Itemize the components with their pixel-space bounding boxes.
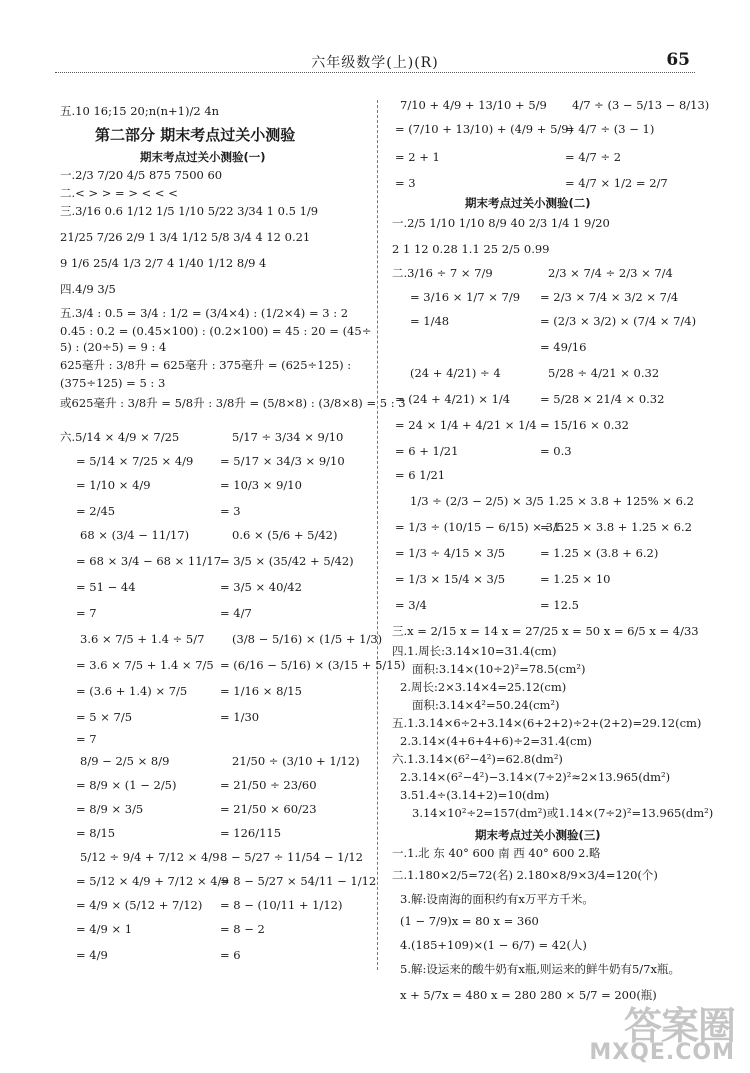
calc-line: = 68 × 3/4 − 68 × 11/17 <box>76 554 222 568</box>
answer-line: 9 1/6 25/4 1/3 2/7 4 1/40 1/12 8/9 4 <box>60 256 267 270</box>
answer-line: 2.3.14×(6²−4²)−3.14×(7÷2)²≈2×13.965(dm²) <box>400 770 671 784</box>
answer-line: (1 − 7/9)x = 80 x = 360 <box>400 914 539 928</box>
calc-line: = 7 <box>76 732 97 746</box>
calc-line: = 8/15 <box>76 826 116 840</box>
calc-line: = (7/10 + 13/10) + (4/9 + 5/9) <box>395 122 574 136</box>
calc-line: = (3.6 + 1.4) × 7/5 <box>76 684 188 698</box>
calc-line: = 49/16 <box>540 340 587 354</box>
answer-line: 5) : (20÷5) = 9 : 4 <box>60 340 167 354</box>
answer-line: 四.1.周长:3.14×10=31.4(cm) <box>392 644 557 658</box>
calc-line: = 4/9 × (5/12 + 7/12) <box>76 898 203 912</box>
answer-line: 4.(185+109)×(1 − 6/7) = 42(人) <box>400 938 587 952</box>
answer-line: 3.14×10²÷2=157(dm²)或1.14×(7÷2)²=13.965(dm²) <box>412 806 714 820</box>
answer-line: 0.45 : 0.2 = (0.45×100) : (0.2×100) = 45 : 20 = (45÷ <box>60 324 372 338</box>
answer-line: 五.1.3.14×6÷2+3.14×(6+2+2)÷2+(2+2)=29.12(cm) <box>392 716 702 730</box>
calc-line: = 4/9 <box>76 948 108 962</box>
calc-line: = 5/28 × 21/4 × 0.32 <box>540 392 665 406</box>
answer-line: 三.3/16 0.6 1/12 1/5 1/10 5/22 3/34 1 0.5 1/9 <box>60 204 319 218</box>
calc-line: = 5 × 7/5 <box>76 710 133 724</box>
calc-line: 2/3 × 7/4 ÷ 2/3 × 7/4 <box>548 266 673 280</box>
answer-line: 625毫升 : 3/8升 = 625毫升 : 375毫升 = (625÷125) : <box>60 358 352 372</box>
answer-line: 2.周长:2×3.14×4=25.12(cm) <box>400 680 567 694</box>
answer-line: 3.解:设南海的面积约有x万平方千米。 <box>400 892 594 906</box>
watermark-text: 答案圈 <box>623 1004 735 1049</box>
calc-line: = 4/7 ÷ (3 − 1) <box>565 122 655 136</box>
calc-line: = 1/48 <box>410 314 450 328</box>
calc-line: (3/8 − 5/16) × (1/5 + 1/3) <box>232 632 383 646</box>
answer-line: 三.x = 2/15 x = 14 x = 27/25 x = 50 x = 6/5 x = 4/33 <box>392 624 699 638</box>
calc-line: = 1.25 × (3.8 + 6.2) <box>540 546 659 560</box>
calc-line: = 126/115 <box>220 826 282 840</box>
answer-line: x + 5/7x = 480 x = 280 280 × 5/7 = 200(瓶) <box>400 988 657 1002</box>
calc-line: = 8 − 5/27 × 54/11 − 1/12 <box>220 874 377 888</box>
section-title: 第二部分 期末考点过关小测验 <box>95 126 296 144</box>
calc-line: = 1/30 <box>220 710 260 724</box>
calc-line: = 2/45 <box>76 504 116 518</box>
quiz-title: 期末考点过关小测验(二) <box>465 196 591 210</box>
calc-line: = 51 − 44 <box>76 580 136 594</box>
calc-line: = 5/14 × 7/25 × 4/9 <box>76 454 194 468</box>
calc-line: 21/50 ÷ (3/10 + 1/12) <box>232 754 360 768</box>
calc-line: = 1.25 × 10 <box>540 572 611 586</box>
answer-line: 2 1 12 0.28 1.1 25 2/5 0.99 <box>392 242 550 256</box>
calc-line: 六.5/14 × 4/9 × 7/25 <box>60 430 180 444</box>
calc-line: 0.6 × (5/6 + 5/42) <box>232 528 338 542</box>
calc-line: = 6 + 1/21 <box>395 444 459 458</box>
answer-line: 二.< > > = > < < < <box>60 186 178 200</box>
answer-line: 一.2/3 7/20 4/5 875 7500 60 <box>60 168 223 182</box>
answer-line: 面积:3.14×(10÷2)²=78.5(cm²) <box>412 662 586 676</box>
answer-line: 面积:3.14×4²=50.24(cm²) <box>412 698 560 712</box>
calc-line: = 8/9 × (1 − 2/5) <box>76 778 177 792</box>
calc-line: = 21/50 × 60/23 <box>220 802 317 816</box>
calc-line: = (6/16 − 5/16) × (3/15 + 5/15) <box>220 658 406 672</box>
calc-line: 68 × (3/4 − 11/17) <box>80 528 190 542</box>
calc-line: 1.25 × 3.8 + 125% × 6.2 <box>548 494 694 508</box>
calc-line: = (24 + 4/21) × 1/4 <box>395 392 511 406</box>
answer-line: 二.1.180×2/5=72(名) 2.180×8/9×3/4=120(个) <box>392 868 658 882</box>
calc-line: = 3.6 × 7/5 + 1.4 × 7/5 <box>76 658 214 672</box>
calc-line: = 4/9 × 1 <box>76 922 133 936</box>
quiz-title: 期末考点过关小测验(一) <box>140 150 266 164</box>
page-number: 65 <box>666 50 690 70</box>
calc-line: = 8/9 × 3/5 <box>76 802 144 816</box>
answer-line: 五.10 16;15 20;n(n+1)/2 4n <box>60 104 220 118</box>
calc-line: = 0.3 <box>540 444 572 458</box>
calc-line: 8/9 − 2/5 × 8/9 <box>80 754 170 768</box>
calc-line: = 1/3 × 15/4 × 3/5 <box>395 572 506 586</box>
calc-line: = 3/5 × 40/42 <box>220 580 302 594</box>
calc-line: = 1/3 ÷ (10/15 − 6/15) × 3/5 <box>395 520 565 534</box>
calc-line: 3.6 × 7/5 + 1.4 ÷ 5/7 <box>80 632 205 646</box>
answer-line: 21/25 7/26 2/9 1 3/4 1/12 5/8 3/4 4 12 0.21 <box>60 230 311 244</box>
answer-line: 一.2/5 1/10 1/10 8/9 40 2/3 1/4 1 9/20 <box>392 216 610 230</box>
watermark-url: MXQE.COM <box>589 1040 735 1066</box>
watermark <box>589 1004 735 1066</box>
calc-line: = 2 + 1 <box>395 150 440 164</box>
calc-line: = (2/3 × 3/2) × (7/4 × 7/4) <box>540 314 697 328</box>
calc-line: = 8 − (10/11 + 1/12) <box>220 898 343 912</box>
calc-line: = 8 − 2 <box>220 922 265 936</box>
calc-line: = 1.25 × 3.8 + 1.25 × 6.2 <box>540 520 692 534</box>
calc-line: = 4/7 ÷ 2 <box>565 150 622 164</box>
calc-line: = 1/3 ÷ 4/15 × 3/5 <box>395 546 506 560</box>
calc-line: = 5/17 × 34/3 × 9/10 <box>220 454 345 468</box>
calc-line: = 6 <box>220 948 241 962</box>
calc-line: 1/3 ÷ (2/3 − 2/5) × 3/5 <box>410 494 544 508</box>
calc-line: = 21/50 ÷ 23/60 <box>220 778 317 792</box>
calc-line: 5/12 ÷ 9/4 + 7/12 × 4/9 <box>80 850 220 864</box>
calc-line: 8 − 5/27 ÷ 11/54 − 1/12 <box>220 850 363 864</box>
calc-line: = 12.5 <box>540 598 579 612</box>
calc-line: 4/7 ÷ (3 − 5/13 − 8/13) <box>572 98 710 112</box>
calc-line: = 3/16 × 1/7 × 7/9 <box>410 290 521 304</box>
calc-line: 7/10 + 4/9 + 13/10 + 5/9 <box>400 98 547 112</box>
calc-line: = 3 <box>395 176 416 190</box>
quiz-title: 期末考点过关小测验(三) <box>475 828 601 842</box>
calc-line: = 10/3 × 9/10 <box>220 478 302 492</box>
calc-line: = 3/4 <box>395 598 427 612</box>
column-divider <box>377 100 378 970</box>
calc-line: = 4/7 <box>220 606 252 620</box>
calc-line: = 7 <box>76 606 97 620</box>
answer-line: 一.1.北 东 40° 600 南 西 40° 600 2.略 <box>392 846 601 860</box>
calc-line: 二.3/16 ÷ 7 × 7/9 <box>392 266 493 280</box>
answer-line: 五.3/4 : 0.5 = 3/4 : 1/2 = (3/4×4) : (1/2×4) = 3 : 2 <box>60 306 349 320</box>
calc-line: = 5/12 × 4/9 + 7/12 × 4/9 <box>76 874 229 888</box>
answer-line: 3.51.4÷(3.14+2)=10(dm) <box>400 788 550 802</box>
calc-line: = 6 1/21 <box>395 468 446 482</box>
calc-line: = 24 × 1/4 + 4/21 × 1/4 <box>395 418 537 432</box>
answer-line: 2.3.14×(4+6+4+6)÷2=31.4(cm) <box>400 734 592 748</box>
header-rule <box>55 72 695 73</box>
calc-line: = 2/3 × 7/4 × 3/2 × 7/4 <box>540 290 679 304</box>
calc-line: 5/28 ÷ 4/21 × 0.32 <box>548 366 660 380</box>
answer-line: 或625毫升 : 3/8升 = 5/8升 : 3/8升 = (5/8×8) : (3/8×8) = 5 : 3 <box>60 396 406 410</box>
header-title: 六年级数学(上)(R) <box>311 55 439 71</box>
answer-line: (375÷125) = 5 : 3 <box>60 376 166 390</box>
calc-line: = 1/10 × 4/9 <box>76 478 151 492</box>
answer-line: 四.4/9 3/5 <box>60 282 116 296</box>
answer-line: 5.解:设运来的酸牛奶有x瓶,则运来的鲜牛奶有5/7x瓶。 <box>400 962 680 976</box>
calc-line: = 1/16 × 8/15 <box>220 684 302 698</box>
answer-line: 六.1.3.14×(6²−4²)=62.8(dm²) <box>392 752 563 766</box>
calc-line: = 15/16 × 0.32 <box>540 418 629 432</box>
calc-line: (24 + 4/21) ÷ 4 <box>410 366 501 380</box>
calc-line: 5/17 ÷ 3/34 × 9/10 <box>232 430 344 444</box>
calc-line: = 4/7 × 1/2 = 2/7 <box>565 176 668 190</box>
calc-line: = 3/5 × (35/42 + 5/42) <box>220 554 354 568</box>
calc-line: = 3 <box>220 504 241 518</box>
